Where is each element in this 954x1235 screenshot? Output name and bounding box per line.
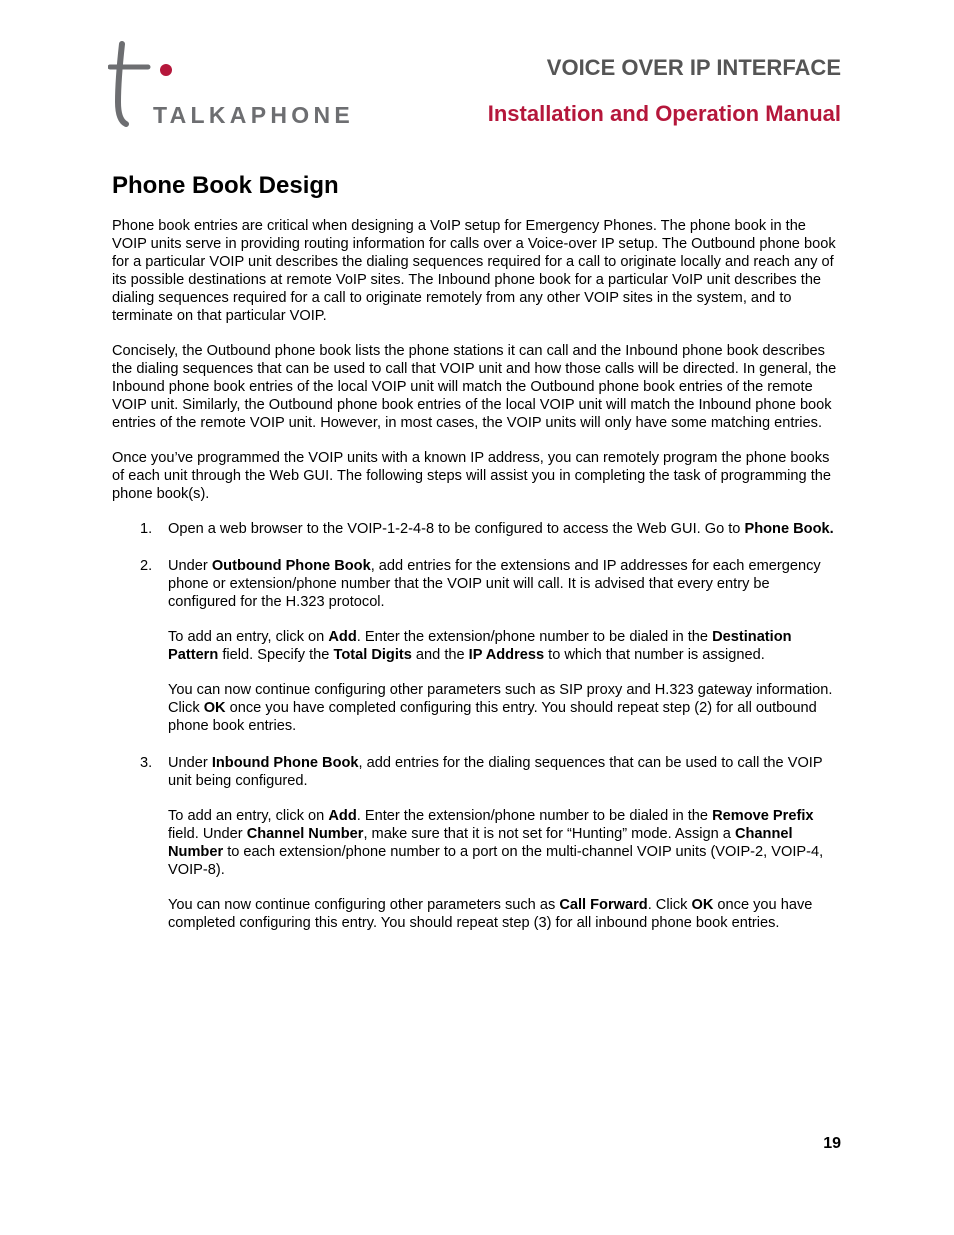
step-paragraph	[168, 557, 838, 611]
text-run: to which that number is assigned.	[544, 647, 765, 663]
text-run: field. Specify the	[218, 647, 334, 663]
bold-term: Total Digits	[333, 647, 412, 663]
text-run: Open a web browser to the VOIP-1-2-4-8 to be configured to access the Web GUI. Go to	[168, 521, 745, 537]
text-run: , make sure that it is not set for “Hunting” mode. Assign a	[363, 826, 735, 842]
bold-term: Call Forward	[559, 897, 648, 913]
bold-term: Phone Book.	[744, 521, 834, 537]
step-paragraph	[168, 807, 838, 879]
bold-term: Add	[328, 629, 357, 645]
header-product-title: VOICE OVER IP INTERFACE	[546, 55, 841, 80]
step-number: 2.	[140, 558, 153, 574]
text-run: , add entries for the dialing sequences that can be used to call the VOIP unit being configured.	[168, 755, 823, 789]
bold-term: Inbound Phone Book	[211, 755, 359, 771]
text-run: field. Under	[168, 826, 247, 842]
step-paragraph	[168, 754, 838, 790]
step-paragraph	[168, 520, 838, 538]
step-number: 1.	[140, 521, 153, 537]
steps-list	[112, 520, 838, 932]
logo-wordmark: TALKAPHONE	[153, 102, 355, 128]
step-item	[112, 520, 838, 538]
text-run: and the	[411, 647, 469, 663]
text-run: . Enter the extension/phone number to be dialed in the	[356, 629, 713, 645]
text-run: You can now continue configuring other parameters such as SIP proxy and H.323 gateway information. Click	[168, 682, 833, 716]
text-run: once you have completed configuring this entry. You should repeat step (2) for all outbound phone book entries.	[168, 700, 817, 734]
text-run: . Enter the extension/phone number to be dialed in the	[356, 808, 713, 824]
bold-term: Add	[328, 808, 357, 824]
step-number: 3.	[140, 755, 153, 771]
paragraph: Concisely, the Outbound phone book lists the phone stations it can call and the Inbound phone book describes the dialing sequences that can be used to call that VOIP unit and how those calls will be directed. In general, the Inbound phone book entries of the local VOIP unit will match the Outbound phone book entries of the remote VOIP unit. Similarly, the Outbound phone book entries of the local VOIP unit will match the Inbound phone book entries of the remote VOIP unit. However, in most cases, the VOIP units will only have some matching entries.	[112, 343, 837, 431]
step-paragraph	[168, 681, 838, 735]
bold-term: Remove Prefix	[712, 808, 814, 824]
step-paragraph	[168, 896, 838, 932]
bold-term: Outbound Phone Book	[211, 558, 371, 574]
bold-term: Channel Number	[246, 826, 364, 842]
bold-term: Channel Number	[168, 826, 793, 860]
text-run: Under	[168, 755, 212, 771]
header-manual-title: Installation and Operation Manual	[487, 101, 841, 126]
text-run: to each extension/phone number to a port on the multi-channel VOIP units (VOIP-2, VOIP-4, VOIP-8).	[168, 844, 824, 878]
talkaphone-logo	[108, 40, 368, 130]
text-run: once you have completed configuring this entry. You should repeat step (3) for all inbound phone book entries.	[168, 897, 813, 931]
text-run: You can now continue configuring other parameters such as	[168, 897, 560, 913]
bold-term: OK	[691, 897, 714, 913]
body-text	[112, 217, 838, 951]
bold-term: OK	[203, 700, 226, 716]
text-run: To add an entry, click on	[168, 629, 329, 645]
step-paragraph	[168, 628, 838, 664]
paragraph: Once you’ve programmed the VOIP units with a known IP address, you can remotely program the phone books of each unit through the Web GUI. The following steps will assist you in completing the task of programming the phone book(s).	[112, 450, 831, 502]
text-run: Under	[168, 558, 212, 574]
text-run: , add entries for the extensions and IP addresses for each emergency phone or extension/phone number that the VOIP unit will call. It is advised that every entry be configured for the H.323 protocol.	[168, 558, 821, 610]
bold-term: Destination Pattern	[168, 629, 792, 663]
text-run: To add an entry, click on	[168, 808, 329, 824]
paragraph: Phone book entries are critical when designing a VoIP setup for Emergency Phones. The phone book in the VOIP units serve in providing routing information for calls over a Voice-over IP setup. The Outbound phone book for a particular VOIP unit describes the dialing sequences required for a call to originate locally and reach any of its possible destinations at remote VoIP sites. The Inbound phone book for a particular VoIP unit describes the dialing sequences required for a call to originate remotely from any other VOIP sites in the system, and to terminate on that particular VOIP.	[112, 218, 836, 324]
text-run: . Click	[647, 897, 692, 913]
section-title: Phone Book Design	[112, 172, 339, 199]
step-item	[112, 557, 838, 735]
page-number: 19	[823, 1135, 841, 1152]
step-item	[112, 754, 838, 932]
bold-term: IP Address	[468, 647, 545, 663]
